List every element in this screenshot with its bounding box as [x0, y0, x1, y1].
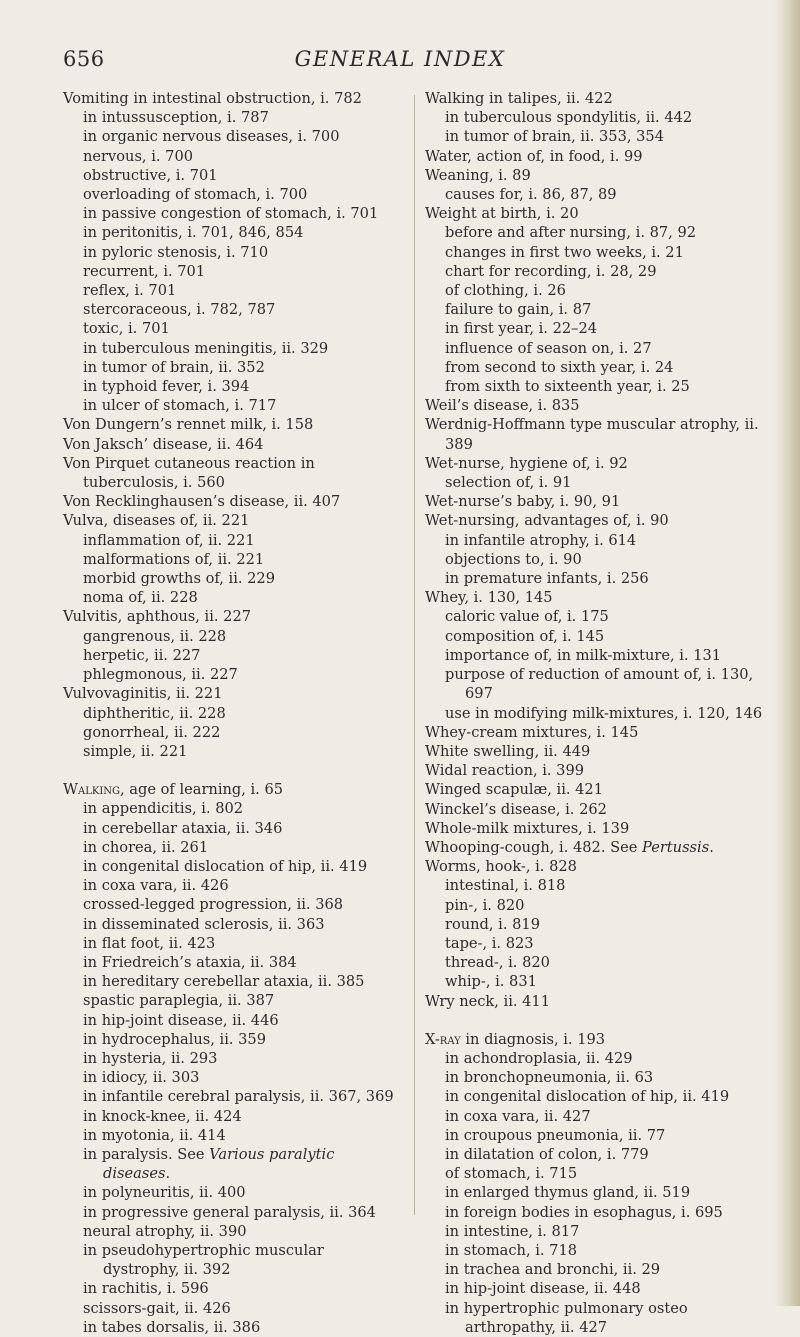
entry-text: in intussusception, i. 787 [83, 109, 269, 127]
index-subentry [425, 1068, 777, 1087]
index-entry [63, 511, 403, 530]
index-entry [425, 992, 777, 1011]
index-subentry [63, 1241, 403, 1279]
index-subentry [63, 1011, 403, 1030]
entry-text: in infantile atrophy, i. 614 [445, 531, 637, 549]
index-subentry [425, 1164, 777, 1183]
index-subentry [63, 1030, 403, 1049]
entry-text: Whooping-cough, i. 482. See [425, 838, 643, 856]
index-subentry [63, 991, 403, 1010]
entry-text: in congenital dislocation of hip, ii. 419 [83, 857, 368, 875]
entry-text: in pyloric stenosis, i. 710 [83, 243, 269, 261]
entry-text: recurrent, i. 701 [83, 262, 206, 280]
index-subentry [63, 185, 403, 204]
index-subentry [63, 281, 403, 300]
entry-text: in bronchopneumonia, ii. 63 [445, 1069, 654, 1087]
entry-text: crossed-legged progression, ii. 368 [83, 896, 344, 914]
entry-text: whip-, i. 831 [445, 973, 537, 991]
entry-text: in myotonia, ii. 414 [83, 1126, 226, 1144]
entry-text: reflex, i. 701 [83, 282, 177, 300]
entry-text: intestinal, i. 818 [445, 877, 566, 895]
entry-text: from sixth to sixteenth year, i. 25 [445, 378, 690, 396]
entry-text: Worms, hook-, i. 828 [425, 858, 577, 876]
index-subentry [63, 358, 403, 377]
entry-text: spastic paraplegia, ii. 387 [83, 992, 275, 1010]
index-subentry [63, 646, 403, 665]
entry-text: before and after nursing, i. 87, 92 [445, 224, 697, 242]
entry-text: caloric value of, i. 175 [445, 608, 609, 626]
index-subentry [63, 396, 403, 415]
entry-text: in coxa vara, ii. 426 [83, 877, 229, 895]
index-subentry [425, 896, 777, 915]
index-subentry [63, 1299, 403, 1318]
entry-text: round, i. 819 [445, 915, 540, 933]
entry-text: Weil’s disease, i. 835 [425, 397, 580, 415]
entry-text: Vulva, diseases of, ii. 221 [63, 512, 250, 530]
index-subentry [63, 569, 403, 588]
index-entry [425, 857, 777, 876]
index-subentry [63, 1145, 403, 1183]
index-subentry [63, 147, 403, 166]
index-subentry [63, 838, 403, 857]
entry-text: . [709, 838, 714, 856]
index-subentry [425, 531, 777, 550]
entry-text: in trachea and bronchi, ii. 29 [445, 1261, 661, 1279]
entry-text: in pseudohypertrophic muscular dystrophy, ii. 392 [83, 1241, 324, 1279]
entry-text: Wet-nurse’s baby, i. 90, 91 [425, 493, 621, 511]
index-subentry [425, 1126, 777, 1145]
index-subentry [63, 972, 403, 991]
index-subentry [63, 723, 403, 742]
index-subentry [63, 742, 403, 761]
entry-text: in flat foot, ii. 423 [83, 934, 216, 952]
index-subentry [63, 895, 403, 914]
entry-text: composition of, i. 145 [445, 627, 605, 645]
index-entry [425, 761, 777, 780]
entry-text: gangrenous, ii. 228 [83, 627, 227, 645]
index-subentry [425, 607, 777, 626]
index-entry [63, 492, 403, 511]
entry-text: in disseminated sclerosis, ii. 363 [83, 915, 325, 933]
entry-text: , age of learning, i. 65 [120, 781, 284, 799]
index-subentry [63, 799, 403, 818]
entry-text: diphtheritic, ii. 228 [83, 704, 226, 722]
entry-text: neural atrophy, ii. 390 [83, 1222, 247, 1240]
index-subentry [425, 1087, 777, 1106]
entry-text: Weaning, i. 89 [425, 166, 531, 184]
entry-text: in achondroplasia, ii. 429 [445, 1049, 633, 1067]
index-subentry [63, 166, 403, 185]
entry-text: gonorrheal, ii. 222 [83, 723, 221, 741]
entry-text: in diagnosis, i. 193 [460, 1030, 606, 1048]
index-subentry [425, 569, 777, 588]
entry-text: Wry neck, ii. 411 [425, 992, 551, 1010]
index-subentry [63, 876, 403, 895]
entry-text: failure to gain, i. 87 [445, 301, 592, 319]
small-caps-headword: X-ray [425, 1030, 461, 1048]
entry-text: in coxa vara, ii. 427 [445, 1107, 591, 1125]
index-entry [425, 396, 777, 415]
index-entry [425, 166, 777, 185]
index-subentry [63, 915, 403, 934]
entry-text: in tuberculous spondylitis, ii. 442 [445, 109, 693, 127]
index-subentry [63, 531, 403, 550]
index-subentry [425, 185, 777, 204]
index-entry [425, 723, 777, 742]
entry-text: Whole-milk mixtures, i. 139 [425, 819, 630, 837]
entry-text: Von Pirquet cutaneous reaction in tuberculosis, i. 560 [63, 454, 315, 492]
page-header [0, 47, 800, 77]
index-subentry [425, 1107, 777, 1126]
running-head: GENERAL INDEX [294, 47, 506, 71]
entry-text: in polyneuritis, ii. 400 [83, 1184, 246, 1202]
entry-text: White swelling, ii. 449 [425, 742, 591, 760]
entry-text: herpetic, ii. 227 [83, 646, 201, 664]
entry-text: in passive congestion of stomach, i. 701 [83, 205, 379, 223]
entry-text: in Friedreich’s ataxia, ii. 384 [83, 953, 297, 971]
index-entry [425, 147, 777, 166]
index-subentry [425, 550, 777, 569]
index-subentry [425, 1279, 777, 1298]
entry-text: . [165, 1165, 171, 1183]
entry-text: obstructive, i. 701 [83, 166, 218, 184]
entry-text: thread-, i. 820 [445, 954, 550, 972]
index-subentry [425, 934, 777, 953]
entry-text: in typhoid fever, i. 394 [83, 378, 250, 396]
index-subentry [63, 1318, 403, 1337]
entry-text: selection of, i. 91 [445, 474, 572, 492]
index-subentry [63, 953, 403, 972]
index-subentry [425, 319, 777, 338]
page-edge-shadow [774, 0, 800, 1306]
index-subentry [425, 358, 777, 377]
entry-text: simple, ii. 221 [83, 742, 188, 760]
index-entry [425, 204, 777, 223]
entry-text: in hereditary cerebellar ataxia, ii. 385 [83, 973, 365, 991]
entry-text: in ulcer of stomach, i. 717 [83, 397, 277, 415]
index-subentry [63, 588, 403, 607]
index-subentry [425, 915, 777, 934]
index-subentry [63, 1279, 403, 1298]
index-subentry [63, 1222, 403, 1241]
index-subentry [425, 1241, 777, 1260]
index-subentry [425, 1299, 777, 1337]
index-subentry [63, 204, 403, 223]
entry-text: Walking in talipes, ii. 422 [425, 90, 613, 107]
entry-text: Von Dungern’s rennet milk, i. 158 [63, 416, 314, 434]
index-column-right [425, 89, 777, 1337]
entry-text: toxic, i. 701 [83, 320, 170, 338]
index-entry [425, 511, 777, 530]
index-subentry [425, 1145, 777, 1164]
index-subentry [425, 627, 777, 646]
index-subentry [425, 473, 777, 492]
index-entry [63, 435, 403, 454]
entry-text: purpose of reduction of amount of, i. 130, 697 [445, 666, 754, 703]
index-subentry [63, 1126, 403, 1145]
entry-text: Vomiting in intestinal obstruction, i. 782 [63, 90, 362, 107]
entry-text: noma of, ii. 228 [83, 589, 198, 607]
index-subentry [63, 934, 403, 953]
index-subentry [425, 876, 777, 895]
entry-text: Winged scapulæ, ii. 421 [425, 781, 604, 799]
index-subentry [425, 1222, 777, 1241]
entry-text: in tuberculous meningitis, ii. 329 [83, 339, 329, 357]
entry-text: in tumor of brain, ii. 353, 354 [445, 128, 664, 146]
entry-text: in progressive general paralysis, ii. 364 [83, 1203, 376, 1221]
index-subentry [425, 1260, 777, 1279]
entry-text: in tabes dorsalis, ii. 386 [83, 1318, 261, 1336]
index-subentry [63, 704, 403, 723]
entry-text: in premature infants, i. 256 [445, 570, 649, 588]
entry-text: stercoraceous, i. 782, 787 [83, 301, 276, 319]
index-subentry [63, 127, 403, 146]
entry-text: use in modifying milk-mixtures, i. 120, 146 [445, 704, 763, 722]
index-subentry [63, 339, 403, 358]
entry-text: in enlarged thymus gland, ii. 519 [445, 1184, 691, 1202]
entry-text: scissors-gait, ii. 426 [83, 1299, 231, 1317]
entry-text: influence of season on, i. 27 [445, 339, 652, 357]
index-subentry [63, 300, 403, 319]
index-subentry [425, 223, 777, 242]
entry-text: in hypertrophic pulmonary osteo arthropathy, ii. 427 [445, 1299, 688, 1336]
index-subentry [63, 262, 403, 281]
index-entry [63, 415, 403, 434]
index-subentry [425, 1049, 777, 1068]
entry-text: nervous, i. 700 [83, 147, 194, 165]
index-subentry [63, 243, 403, 262]
index-entry [425, 588, 777, 607]
entry-text: in hydrocephalus, ii. 359 [83, 1030, 267, 1048]
index-subentry [425, 377, 777, 396]
italic-reference: Various paralytic diseases [103, 1145, 335, 1183]
index-subentry [425, 262, 777, 281]
entry-text: in croupous pneumonia, ii. 77 [445, 1126, 666, 1144]
index-entry [425, 89, 777, 108]
index-entry [425, 1030, 777, 1049]
index-subentry [63, 1068, 403, 1087]
entry-text: in congenital dislocation of hip, ii. 419 [445, 1088, 730, 1106]
index-subentry [63, 1183, 403, 1202]
entry-text: inflammation of, ii. 221 [83, 531, 255, 549]
entry-text: Von Recklinghausen’s disease, ii. 407 [63, 493, 341, 511]
index-subentry [425, 300, 777, 319]
entry-text: Von Jaksch’ disease, ii. 464 [63, 435, 264, 453]
entry-text: chart for recording, i. 28, 29 [445, 262, 657, 280]
entry-text: Whey-cream mixtures, i. 145 [425, 723, 639, 741]
index-subentry [425, 127, 777, 146]
entry-text: changes in first two weeks, i. 21 [445, 243, 684, 261]
index-subentry [63, 1107, 403, 1126]
index-column-left [63, 89, 403, 1337]
entry-text: in stomach, i. 718 [445, 1241, 578, 1259]
entry-text: in paralysis. See [83, 1145, 210, 1163]
entry-text: of stomach, i. 715 [445, 1165, 578, 1183]
index-subentry [63, 819, 403, 838]
entry-text: in first year, i. 22–24 [445, 320, 598, 338]
index-subentry [425, 108, 777, 127]
entry-text: morbid growths of, ii. 229 [83, 570, 275, 588]
entry-text: from second to sixth year, i. 24 [445, 358, 674, 376]
entry-text: in dilatation of colon, i. 779 [445, 1145, 649, 1163]
small-caps-headword: Walking [63, 781, 121, 799]
entry-text: Werdnig-Hoffmann type muscular atrophy, ii. 389 [425, 416, 759, 453]
index-subentry [63, 665, 403, 684]
index-entry [63, 780, 403, 799]
entry-text: in intestine, i. 817 [445, 1222, 580, 1240]
index-subentry [63, 627, 403, 646]
italic-reference: Pertussis [642, 838, 710, 856]
index-entry [63, 607, 403, 626]
entry-text: in infantile cerebral paralysis, ii. 367, 369 [83, 1088, 394, 1106]
entry-text: overloading of stomach, i. 700 [83, 186, 308, 204]
index-entry [425, 415, 777, 453]
index-subentry [63, 550, 403, 569]
index-subentry [63, 108, 403, 127]
entry-text: in tumor of brain, ii. 352 [83, 358, 265, 376]
entry-text: Widal reaction, i. 399 [425, 762, 585, 780]
entry-text: phlegmonous, ii. 227 [83, 666, 238, 684]
index-subentry [425, 665, 777, 703]
index-entry [425, 780, 777, 799]
entry-text: objections to, i. 90 [445, 550, 582, 568]
index-subentry [63, 1203, 403, 1222]
index-subentry [425, 646, 777, 665]
entry-text: malformations of, ii. 221 [83, 550, 265, 568]
entry-text: in hip-joint disease, ii. 448 [445, 1280, 641, 1298]
index-entry [425, 742, 777, 761]
entry-text: Whey, i. 130, 145 [425, 589, 553, 607]
index-subentry [63, 1049, 403, 1068]
index-subentry [63, 377, 403, 396]
entry-text: in idiocy, ii. 303 [83, 1069, 200, 1087]
index-entry [425, 838, 777, 857]
entry-text: in knock-knee, ii. 424 [83, 1107, 242, 1125]
entry-text: causes for, i. 86, 87, 89 [445, 186, 617, 204]
index-subentry [425, 972, 777, 991]
entry-text: Vulvovaginitis, ii. 221 [63, 685, 223, 703]
index-entry [425, 819, 777, 838]
index-entry [425, 800, 777, 819]
entry-text: Vulvitis, aphthous, ii. 227 [63, 608, 252, 626]
page-number: 656 [63, 47, 105, 71]
entry-text: in rachitis, i. 596 [83, 1280, 209, 1298]
index-subentry [63, 223, 403, 242]
index-subentry [425, 953, 777, 972]
entry-text: in hysteria, ii. 293 [83, 1049, 218, 1067]
index-subentry [63, 1087, 403, 1106]
entry-text: in chorea, ii. 261 [83, 838, 209, 856]
index-subentry [425, 1203, 777, 1222]
entry-text: Wet-nursing, advantages of, i. 90 [425, 512, 669, 530]
index-subentry [63, 857, 403, 876]
index-entry [63, 684, 403, 703]
entry-text: pin-, i. 820 [445, 896, 525, 914]
index-subentry [425, 243, 777, 262]
index-entry [63, 89, 403, 108]
entry-text: importance of, in milk-mixture, i. 131 [445, 646, 722, 664]
entry-text: tape-, i. 823 [445, 934, 534, 952]
index-entry [63, 454, 403, 492]
entry-text: in peritonitis, i. 701, 846, 854 [83, 224, 304, 242]
index-subentry [63, 319, 403, 338]
index-entry [425, 492, 777, 511]
index-subentry [425, 281, 777, 300]
entry-text: in organic nervous diseases, i. 700 [83, 128, 340, 146]
entry-text: in hip-joint disease, ii. 446 [83, 1011, 279, 1029]
entry-text: Wet-nurse, hygiene of, i. 92 [425, 454, 628, 472]
entry-text: Weight at birth, i. 20 [425, 205, 579, 223]
entry-text: in appendicitis, i. 802 [83, 800, 244, 818]
entry-text: in cerebellar ataxia, ii. 346 [83, 819, 283, 837]
index-entry [425, 454, 777, 473]
index-subentry [425, 704, 777, 723]
entry-text: Winckel’s disease, i. 262 [425, 800, 607, 818]
index-subentry [425, 339, 777, 358]
column-divider [414, 95, 415, 1215]
entry-text: in foreign bodies in esophagus, i. 695 [445, 1203, 723, 1221]
entry-text: Water, action of, in food, i. 99 [425, 147, 643, 165]
entry-text: of clothing, i. 26 [445, 282, 566, 300]
index-subentry [425, 1183, 777, 1202]
